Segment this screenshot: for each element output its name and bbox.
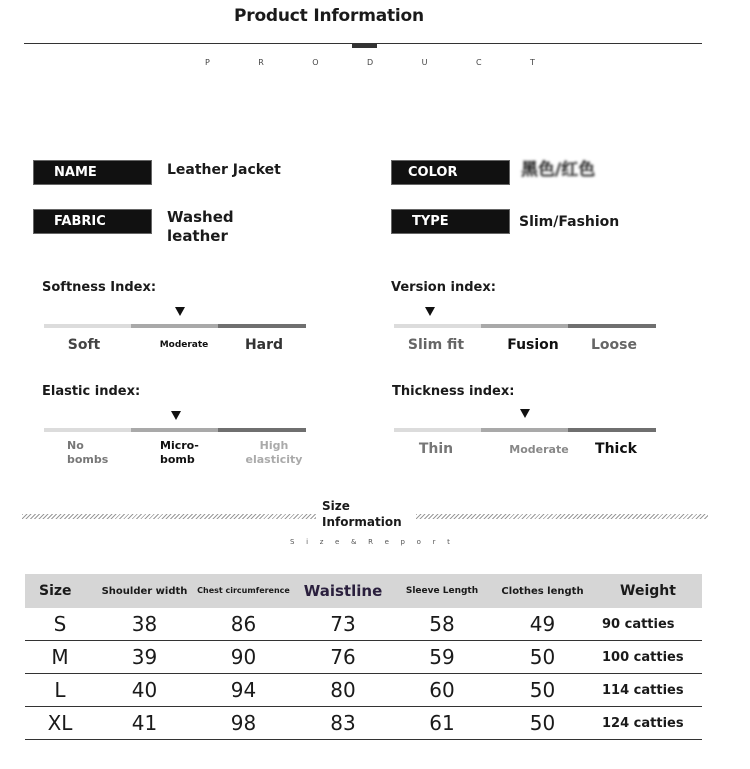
table-row: [25, 608, 702, 641]
size-cell: M: [25, 641, 95, 674]
size-cell: XL: [25, 707, 95, 740]
subtitle-letter: t: [447, 538, 450, 546]
size-section-title: Size Information: [322, 499, 402, 529]
thickness-option: Thick: [595, 441, 637, 457]
waist-cell: 80: [293, 674, 393, 707]
elastic-option: Micro-bomb: [160, 439, 199, 466]
subtitle-letter: e: [384, 538, 389, 546]
softness-index-label: Softness Index:: [42, 280, 157, 295]
column-header: Weight: [594, 574, 702, 608]
softness-scale-segment: [44, 324, 131, 328]
subtitle-letter: O: [312, 58, 319, 67]
subtitle-letter: C: [475, 58, 482, 67]
column-header: Size: [25, 574, 95, 608]
size-divider-right: [416, 514, 708, 519]
elastic-option: No bombs: [67, 439, 109, 466]
subtitle-letter: R: [258, 58, 264, 67]
length-cell: 50: [491, 641, 594, 674]
length-cell: 50: [491, 707, 594, 740]
table-header-row: [25, 574, 702, 608]
version-scale-segment: [481, 324, 568, 328]
waist-cell: 76: [293, 641, 393, 674]
sleeve-cell: 58: [393, 608, 491, 641]
thickness-option: Moderate: [509, 443, 569, 456]
fabric-tag: FABRIC: [33, 209, 152, 234]
softness-option: Hard: [244, 337, 284, 353]
version-option: Slim fit: [407, 337, 465, 353]
subtitle-letter: z: [319, 538, 324, 546]
shoulder-cell: 40: [95, 674, 194, 707]
shoulder-cell: 41: [95, 707, 194, 740]
chest-cell: 90: [194, 641, 293, 674]
thickness-indicator-icon: [520, 409, 530, 418]
softness-scale-segment: [218, 324, 306, 328]
softness-scale-segment: [131, 324, 218, 328]
chest-cell: 86: [194, 608, 293, 641]
softness-indicator-icon: [175, 307, 185, 316]
length-cell: 49: [491, 608, 594, 641]
sleeve-cell: 61: [393, 707, 491, 740]
version-option: Loose: [591, 337, 637, 353]
table-row: [25, 707, 702, 740]
name-tag: NAME: [33, 160, 152, 185]
subtitle-letter: P: [205, 58, 210, 67]
length-cell: 50: [491, 674, 594, 707]
version-index-label: Version index:: [391, 280, 496, 295]
version-indicator-icon: [425, 307, 435, 316]
subtitle-letter: e: [335, 538, 340, 546]
version-scale-segment: [568, 324, 656, 328]
column-header: Sleeve Length: [393, 574, 491, 608]
softness-option: Soft: [67, 337, 101, 353]
column-header: Waistline: [293, 574, 393, 608]
thickness-option: Thin: [418, 441, 454, 457]
chest-cell: 98: [194, 707, 293, 740]
size-table: [25, 574, 702, 740]
subtitle-letter: S: [290, 538, 295, 546]
page-title: Product Information: [234, 6, 424, 26]
chest-cell: 94: [194, 674, 293, 707]
shoulder-cell: 39: [95, 641, 194, 674]
softness-option: Moderate: [159, 340, 209, 350]
elastic-scale-segment: [218, 428, 306, 432]
header-subtitle: [205, 58, 535, 67]
subtitle-letter: U: [421, 58, 428, 67]
subtitle-letter: i: [306, 538, 309, 546]
column-header: Chest circumference: [194, 574, 293, 608]
subtitle-letter: D: [367, 58, 374, 67]
shoulder-cell: 38: [95, 608, 194, 641]
elastic-index-label: Elastic index:: [42, 384, 141, 399]
sleeve-cell: 59: [393, 641, 491, 674]
subtitle-letter: T: [530, 58, 535, 67]
subtitle-letter: o: [416, 538, 421, 546]
type-tag: TYPE: [391, 209, 510, 234]
size-cell: S: [25, 608, 95, 641]
fabric-value: Washed leather: [167, 208, 234, 245]
column-header: Clothes length: [491, 574, 594, 608]
size-cell: L: [25, 674, 95, 707]
thickness-scale-segment: [394, 428, 481, 432]
thickness-scale-segment: [568, 428, 656, 432]
elastic-indicator-icon: [171, 411, 181, 420]
version-option: Fusion: [507, 337, 559, 353]
weight-cell: 114 catties: [594, 674, 702, 707]
subtitle-letter: R: [368, 538, 373, 546]
name-value: Leather Jacket: [167, 162, 281, 178]
header-divider-mark: [352, 43, 377, 48]
waist-cell: 73: [293, 608, 393, 641]
elastic-scale-segment: [44, 428, 131, 432]
sleeve-cell: 60: [393, 674, 491, 707]
thickness-scale-segment: [481, 428, 568, 432]
table-row: [25, 674, 702, 707]
table-row: [25, 641, 702, 674]
subtitle-letter: p: [400, 538, 405, 546]
elastic-scale-segment: [131, 428, 218, 432]
size-divider-left: [22, 514, 316, 519]
column-header: Shoulder width: [95, 574, 194, 608]
weight-cell: 100 catties: [594, 641, 702, 674]
weight-cell: 124 catties: [594, 707, 702, 740]
color-value: 黑色/红色: [521, 160, 596, 180]
size-section-subtitle: [290, 538, 450, 546]
type-value: Slim/Fashion: [519, 214, 620, 230]
waist-cell: 83: [293, 707, 393, 740]
elastic-option: High elasticity: [245, 439, 303, 466]
version-scale-segment: [394, 324, 481, 328]
color-tag: COLOR: [391, 160, 510, 185]
subtitle-letter: &: [350, 538, 357, 546]
thickness-index-label: Thickness index:: [392, 384, 515, 399]
subtitle-letter: r: [432, 538, 436, 546]
weight-cell: 90 catties: [594, 608, 702, 641]
